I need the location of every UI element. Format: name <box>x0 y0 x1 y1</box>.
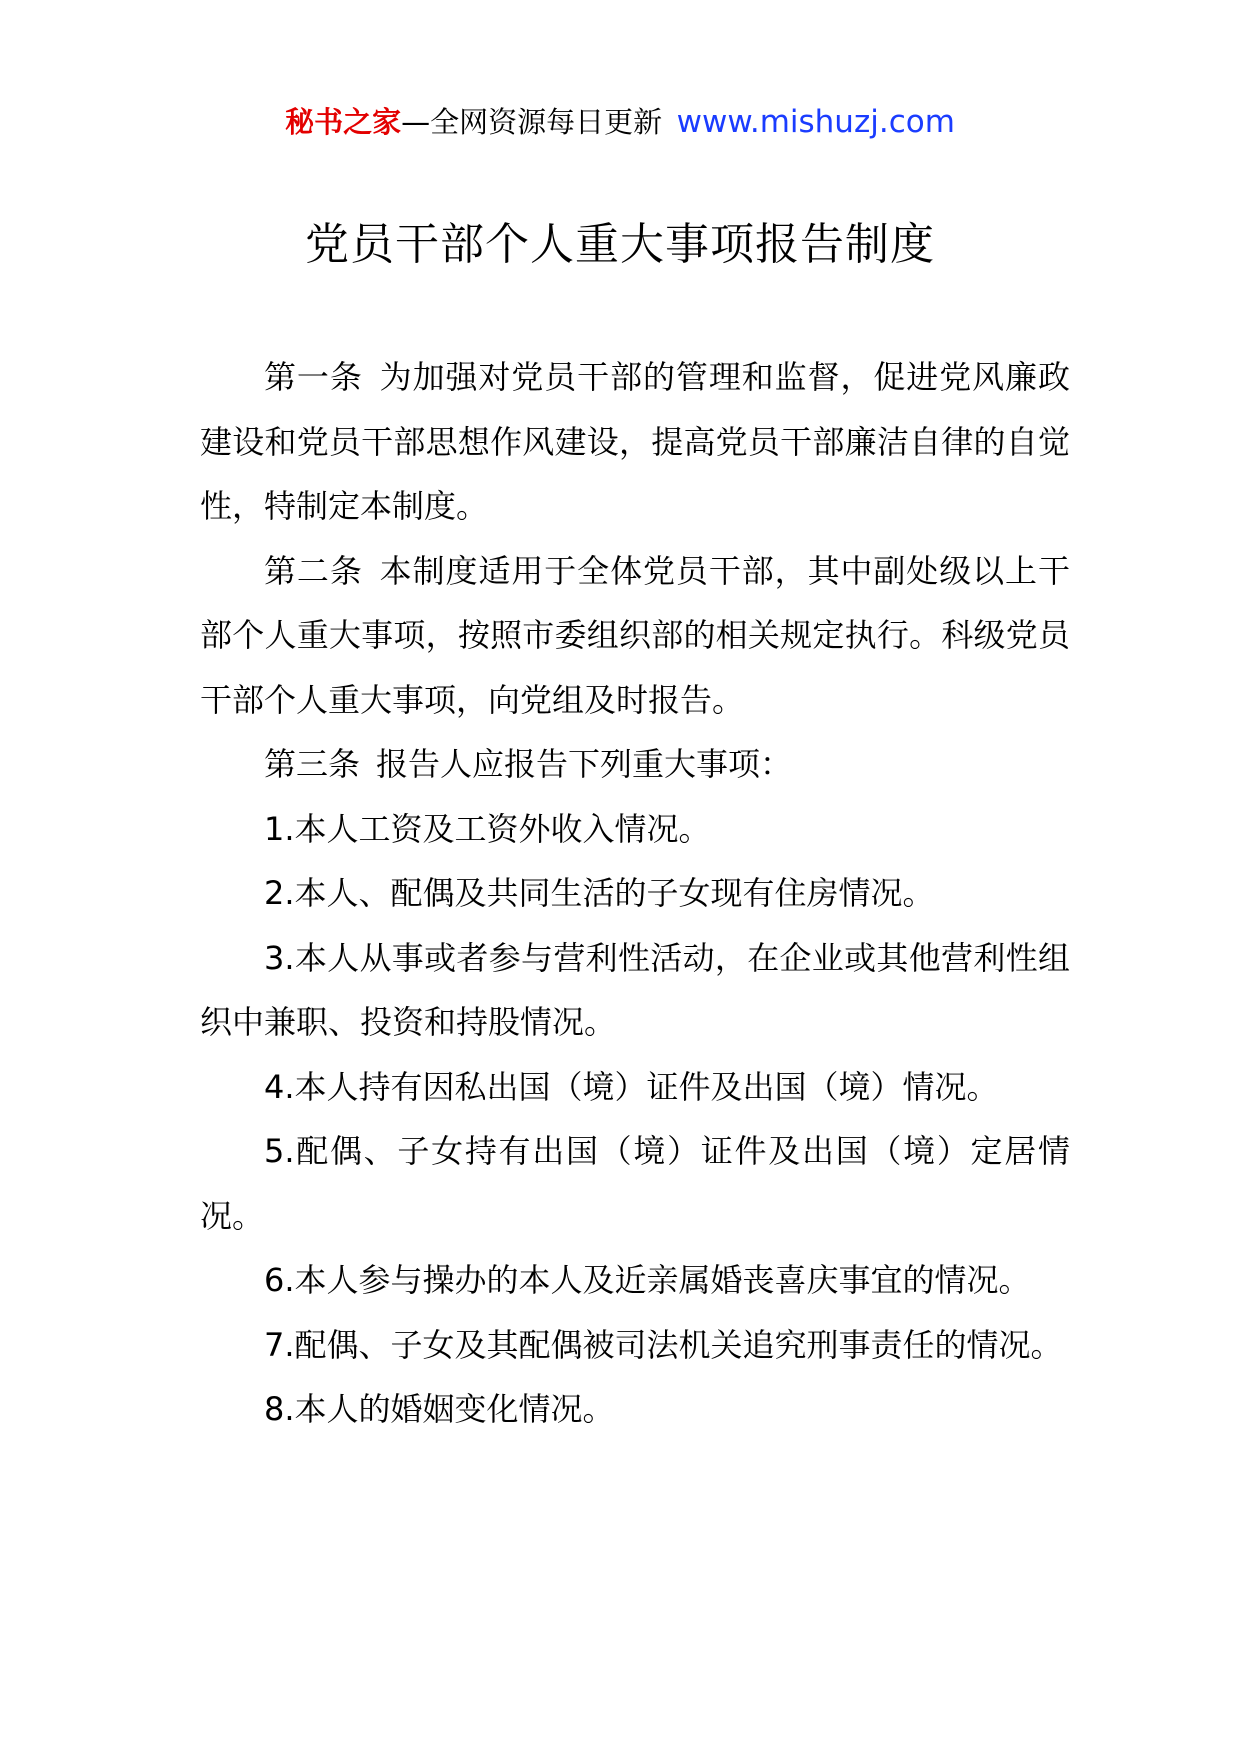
article-3 <box>200 732 1070 797</box>
list-item-1: 1.本人工资及工资外收入情况。 <box>264 809 711 848</box>
document-body <box>200 345 1070 1442</box>
header-slogan: —全网资源每日更新 <box>401 105 663 139</box>
brand-name: 秘书之家 <box>285 105 402 139</box>
document-title: 党员干部个人重大事项报告制度 <box>305 219 935 270</box>
article-label: 第三条 <box>264 745 361 783</box>
article-text: 为加强对党员干部的管理和监督，促进党风廉政建设和党员干部思想作风建设，提高党员干部廉洁自律的自觉性，特制定本制度。 <box>200 358 1070 525</box>
list-item-3: 3.本人从事或者参与营利性活动，在企业或其他营利性组织中兼职、投资和持股情况。 <box>200 938 1070 1041</box>
list-item-5: 5.配偶、子女持有出国（境）证件及出国（境）定居情况。 <box>200 1132 1070 1235</box>
article-label: 第二条 <box>264 551 363 590</box>
article-text: 报告人应报告下列重大事项： <box>376 745 793 783</box>
article-text: 本制度适用于全体党员干部，其中副处级以上干部个人重大事项，按照市委组织部的相关规定执行。科级党员干部个人重大事项，向党组及时报告。 <box>200 551 1070 719</box>
list-item-8: 8.本人的婚姻变化情况。 <box>264 1390 615 1428</box>
list-item-6: 6.本人参与操办的本人及近亲属婚丧喜庆事宜的情况。 <box>264 1261 1031 1299</box>
article-1 <box>200 345 1070 539</box>
list-item-2: 2.本人、配偶及共同生活的子女现有住房情况。 <box>264 874 935 912</box>
site-header <box>0 102 1240 142</box>
list-item-4: 4.本人持有因私出国（境）证件及出国（境）情况。 <box>264 1067 999 1106</box>
site-url-link[interactable]: www.mishuzj.com <box>676 104 955 140</box>
article-2 <box>200 539 1070 733</box>
list-item-7: 7.配偶、子女及其配偶被司法机关追究刑事责任的情况。 <box>264 1325 1063 1364</box>
article-label: 第一条 <box>264 358 363 396</box>
